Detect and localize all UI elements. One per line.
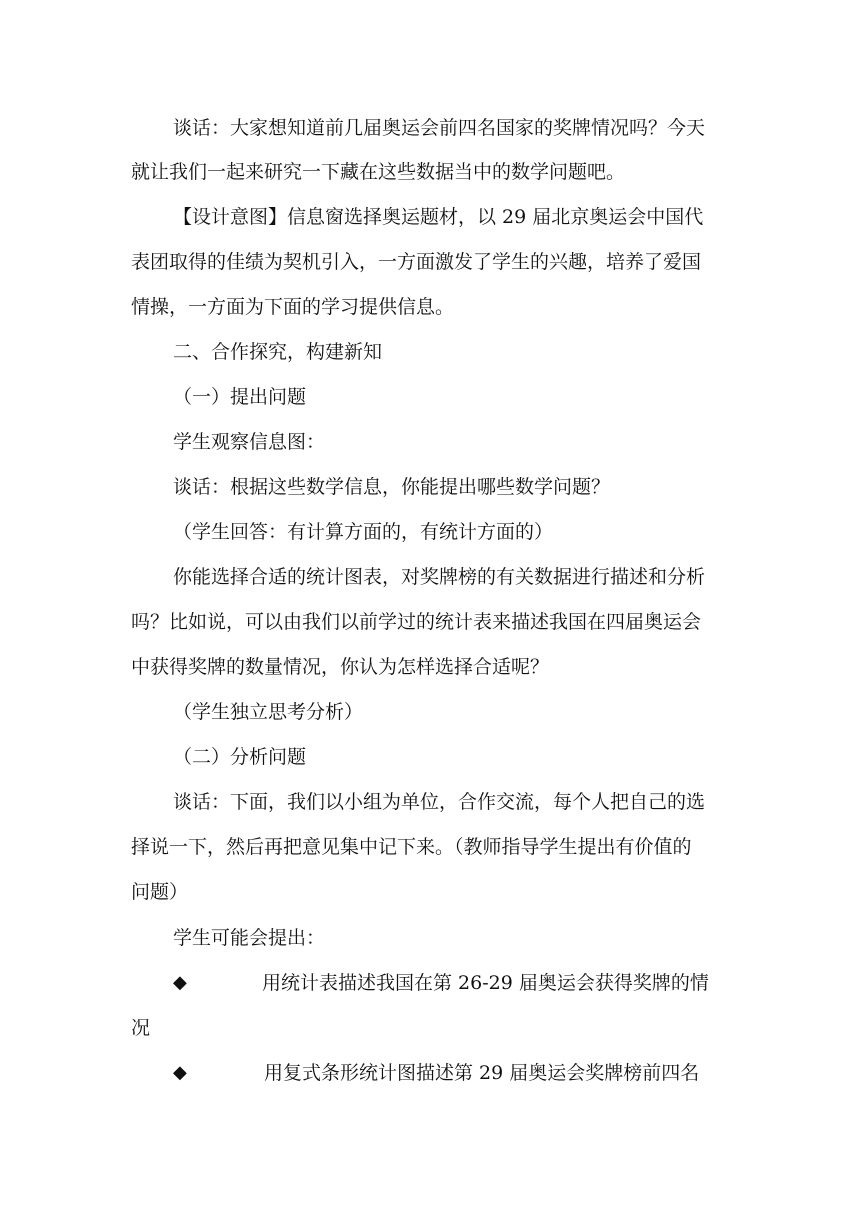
paragraph-design-intent-line-3: 情操，一方面为下面的学习提供信息。 — [131, 296, 455, 318]
paragraph-students-may-propose: 学生可能会提出： — [173, 927, 326, 949]
paragraph-group-talk-line-1: 谈话：下面，我们以小组为单位，合作交流，每个人把自己的选 — [173, 791, 706, 813]
paragraph-design-intent-line-2: 表团取得的佳绩为契机引入，一方面激发了学生的兴趣，培养了爱国 — [131, 251, 702, 273]
bullet-item-2-line-1: 用复式条形统计图描述第 29 届奥运会奖牌榜前四名 — [264, 1062, 700, 1084]
subheading-raise-questions: （一）提出问题 — [173, 386, 307, 408]
paragraph-group-talk-line-2: 择说一下，然后再把意见集中记下来。（教师指导学生提出有价值的 — [131, 836, 692, 858]
paragraph-independent-thinking: （学生独立思考分析） — [173, 701, 364, 723]
diamond-bullet-icon: ◆ — [173, 972, 187, 993]
paragraph-choose-chart-line-1: 你能选择合适的统计图表，对奖牌榜的有关数据进行描述和分析 — [173, 566, 706, 588]
paragraph-talk-questions: 谈话：根据这些数学信息，你能提出哪些数学问题？ — [173, 476, 611, 498]
bullet-item-1-line-1: 用统计表描述我国在第 26-29 届奥运会获得奖牌的情 — [262, 972, 709, 994]
paragraph-choose-chart-line-2: 吗？比如说，可以由我们以前学过的统计表来描述我国在四届奥运会 — [131, 611, 702, 633]
section-heading-cooperative-exploration: 二、合作探究，构建新知 — [173, 341, 383, 363]
paragraph-choose-chart-line-3: 中获得奖牌的数量情况，你认为怎样选择合适呢？ — [131, 656, 550, 678]
paragraph-group-talk-line-3: 问题） — [131, 881, 189, 903]
paragraph-observe-info: 学生观察信息图： — [173, 431, 326, 453]
paragraph-student-answer: （学生回答：有计算方面的，有统计方面的） — [173, 521, 554, 543]
subheading-analyze-problem: （二）分析问题 — [173, 746, 307, 768]
paragraph-talk-intro-line-1: 谈话：大家想知道前几届奥运会前四名国家的奖牌情况吗？今天 — [173, 117, 706, 139]
bullet-item-1-line-2: 况 — [131, 1017, 151, 1039]
paragraph-talk-intro-line-2: 就让我们一起来研究一下藏在这些数据当中的数学问题吧。 — [131, 161, 626, 183]
paragraph-design-intent-line-1: 【设计意图】信息窗选择奥运题材，以 29 届北京奥运会中国代 — [173, 206, 704, 228]
diamond-bullet-icon: ◆ — [173, 1062, 187, 1083]
